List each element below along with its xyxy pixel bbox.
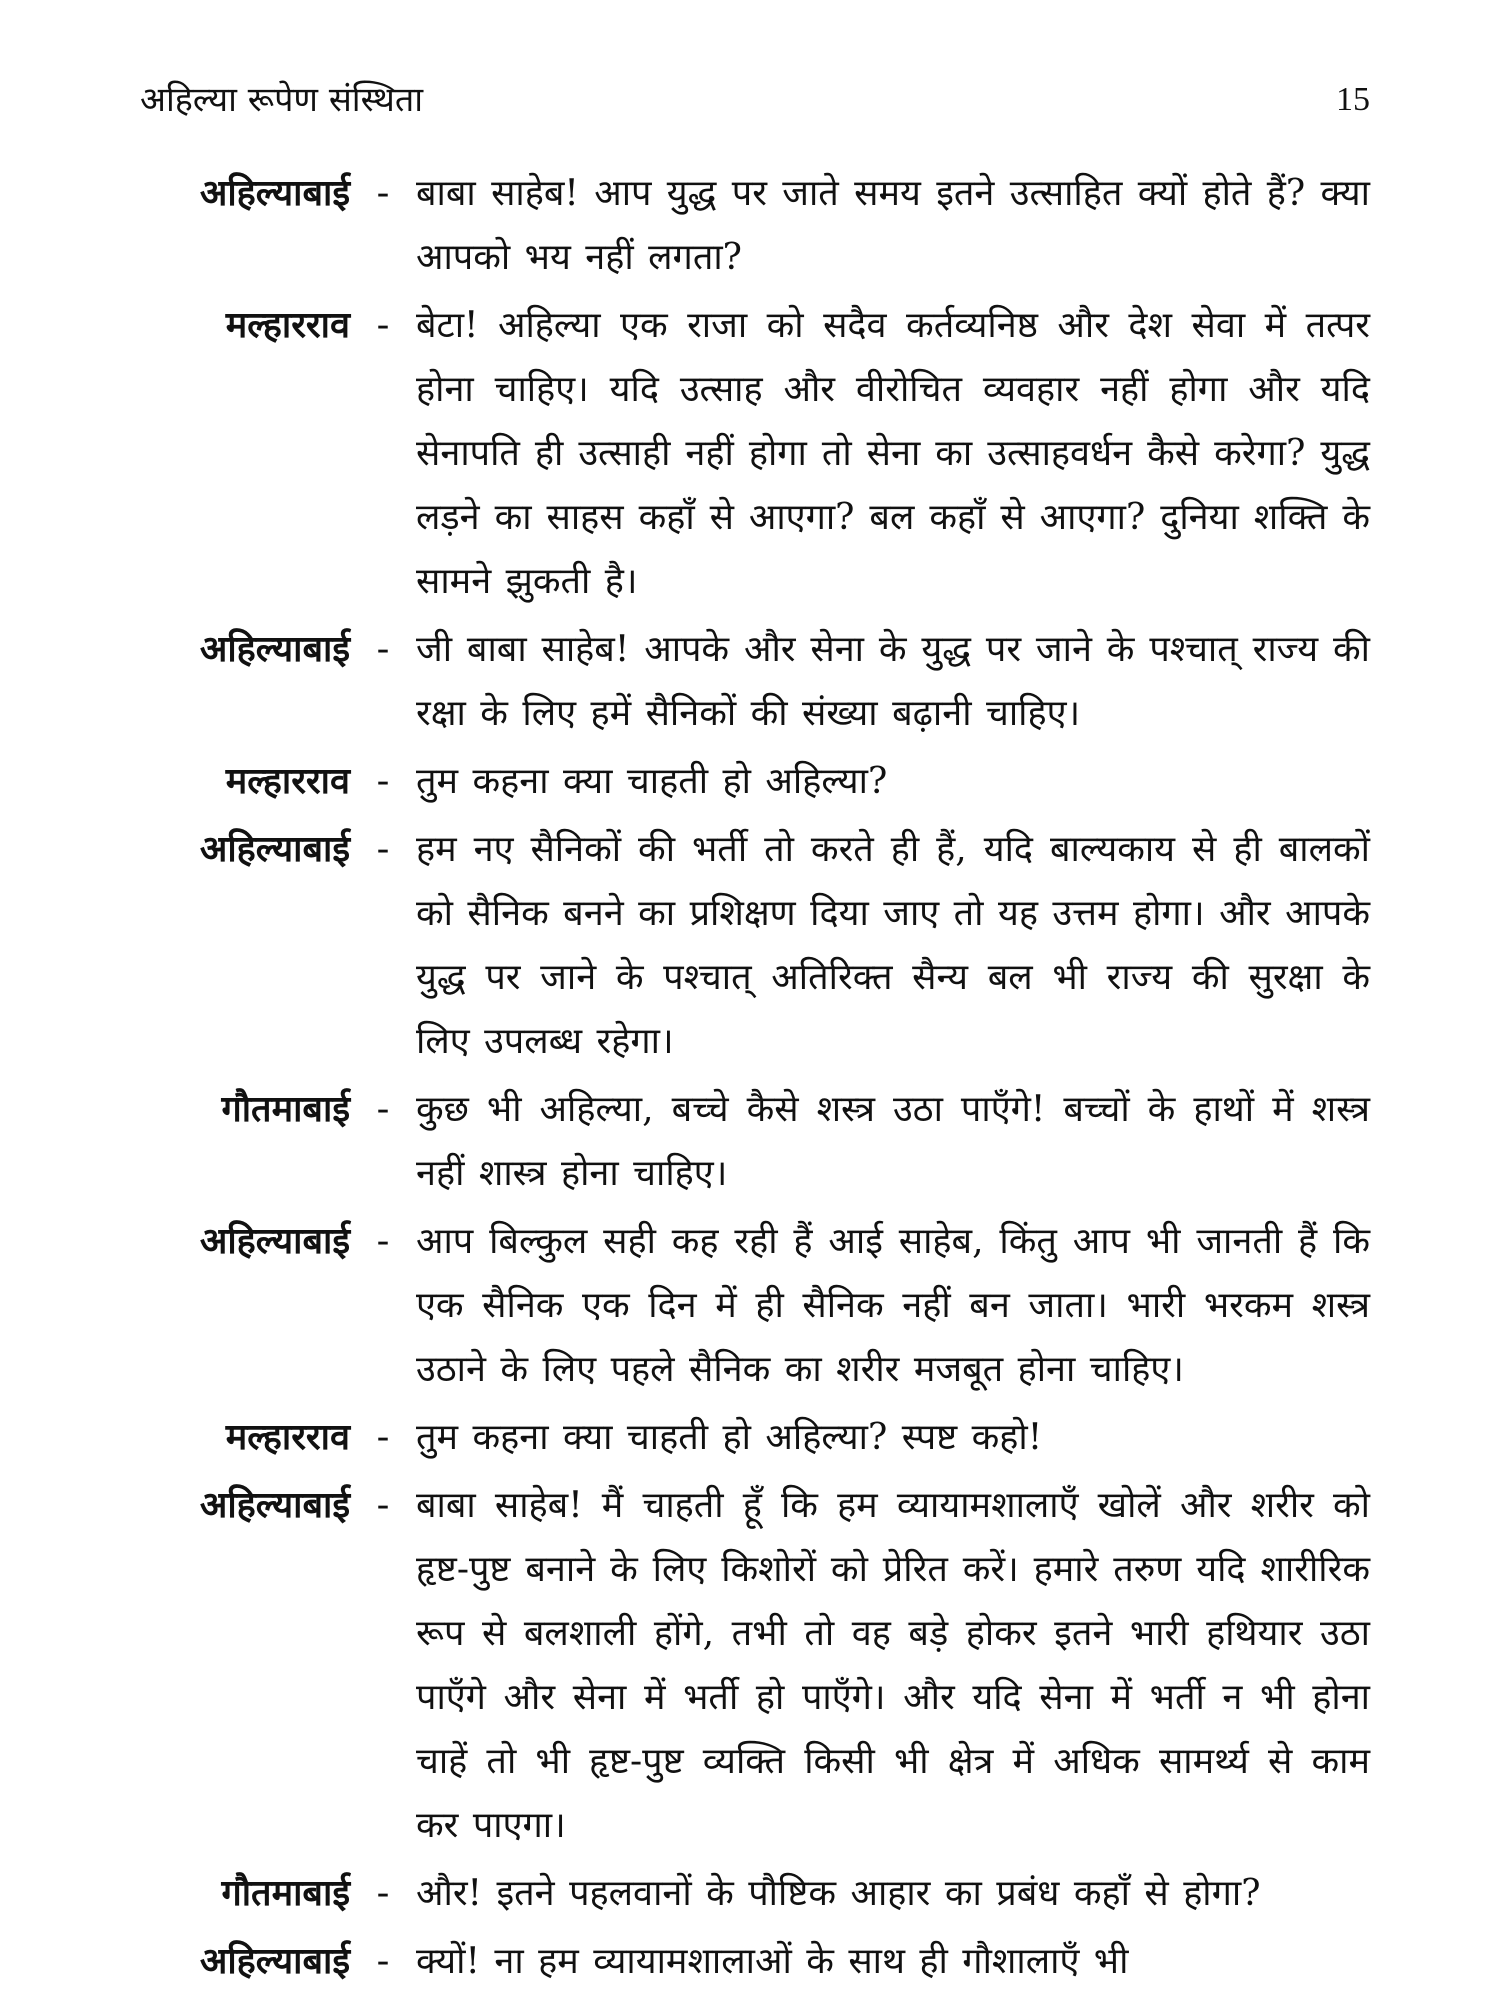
dialogue-dash: - — [376, 1941, 390, 1982]
speaker-name: अहिल्याबाई — [199, 173, 350, 214]
page-header — [140, 70, 1370, 130]
speaker-name: मल्हारराव — [225, 1417, 350, 1458]
dialogue-entry-2 — [140, 294, 1370, 614]
speaker-name: अहिल्याबाई — [199, 829, 350, 870]
speaker-name: अहिल्याबाई — [199, 1485, 350, 1526]
page-number: 15 — [1336, 81, 1370, 118]
dialogue-text: बेटा! अहिल्या एक राजा को सदैव कर्तव्यनिष्ठ और देश सेवा में तत्पर होना चाहिए। यदि उत्साह और वीरोचित व्यवहार नहीं होगा और यदि सेनापति ही उत्साही नहीं होगा तो सेना का उत्साहवर्धन कैसे करेगा? युद्ध लड़ने का साहस कहाँ से आएगा? बल कहाँ से आएगा? दुनिया शक्ति के सामने झुकती है। — [416, 305, 1370, 602]
speaker-name: अहिल्याबाई — [199, 629, 350, 670]
dialogue-text: तुम कहना क्या चाहती हो अहिल्या? — [416, 761, 888, 802]
speaker-name: अहिल्याबाई — [199, 1941, 350, 1982]
speaker-name: अहिल्याबाई — [199, 1221, 350, 1262]
dialogue-entry-10 — [140, 1862, 1370, 1926]
dialogue-block — [140, 162, 1370, 1998]
dialogue-dash: - — [376, 1221, 390, 1262]
dialogue-entry-5 — [140, 818, 1370, 1074]
dialogue-entry-9 — [140, 1474, 1370, 1858]
dialogue-entry-7 — [140, 1210, 1370, 1402]
dialogue-text: कुछ भी अहिल्या, बच्चे कैसे शस्त्र उठा पाएँगे! बच्चों के हाथों में शस्त्र नहीं शास्त्र होना चाहिए। — [416, 1089, 1370, 1194]
dialogue-entry-11 — [140, 1930, 1370, 1994]
dialogue-dash: - — [376, 1417, 390, 1458]
dialogue-dash: - — [376, 1089, 390, 1130]
dialogue-entry-8 — [140, 1406, 1370, 1470]
dialogue-entry-6 — [140, 1078, 1370, 1206]
dialogue-dash: - — [376, 1873, 390, 1914]
dialogue-dash: - — [376, 761, 390, 802]
dialogue-dash: - — [376, 305, 390, 346]
dialogue-entry-1 — [140, 162, 1370, 290]
dialogue-text: जी बाबा साहेब! आपके और सेना के युद्ध पर जाने के पश्चात् राज्य की रक्षा के लिए हमें सैनिकों की संख्या बढ़ानी चाहिए। — [416, 629, 1370, 734]
speaker-name: गौतमाबाई — [221, 1089, 350, 1130]
dialogue-dash: - — [376, 629, 390, 670]
dialogue-text: क्यों! ना हम व्यायामशालाओं के साथ ही गौशालाएँ भी — [416, 1941, 1129, 1982]
dialogue-text: बाबा साहेब! आप युद्ध पर जाते समय इतने उत्साहित क्यों होते हैं? क्या आपको भय नहीं लगता? — [416, 173, 1370, 278]
speaker-name: गौतमाबाई — [221, 1873, 350, 1914]
dialogue-text: और! इतने पहलवानों के पौष्टिक आहार का प्रबंध कहाँ से होगा? — [416, 1873, 1261, 1914]
dialogue-text: हम नए सैनिकों की भर्ती तो करते ही हैं, यदि बाल्यकाय से ही बालकों को सैनिक बनने का प्रशिक्षण दिया जाए तो यह उत्तम होगा। और आपके युद्ध पर जाने के पश्चात् अतिरिक्त सैन्य बल भी राज्य की सुरक्षा के लिए उपलब्ध रहेगा। — [416, 829, 1370, 1062]
running-title: अहिल्या रूपेण संस्थिता — [140, 80, 424, 120]
dialogue-dash: - — [376, 173, 390, 214]
speaker-name: मल्हारराव — [225, 761, 350, 802]
dialogue-text: तुम कहना क्या चाहती हो अहिल्या? स्पष्ट कहो! — [416, 1417, 1043, 1458]
speaker-name: मल्हारराव — [225, 305, 350, 346]
dialogue-text: बाबा साहेब! मैं चाहती हूँ कि हम व्यायामशालाएँ खोलें और शरीर को हृष्ट-पुष्ट बनाने के लिए किशोरों को प्रेरित करें। हमारे तरुण यदि शारीरिक रूप से बलशाली होंगे, तभी तो वह बड़े होकर इतने भारी हथियार उठा पाएँगे और सेना में भर्ती हो पाएँगे। और यदि सेना में भर्ती न भी होना चाहें तो भी हृष्ट-पुष्ट व्यक्ति किसी भी क्षेत्र में अधिक सामर्थ्य से काम कर पाएगा। — [416, 1485, 1370, 1846]
dialogue-text: आप बिल्कुल सही कह रही हैं आई साहेब, किंतु आप भी जानती हैं कि एक सैनिक एक दिन में ही सैनिक नहीं बन जाता। भारी भरकम शस्त्र उठाने के लिए पहले सैनिक का शरीर मजबूत होना चाहिए। — [416, 1221, 1370, 1390]
dialogue-entry-4 — [140, 750, 1370, 814]
dialogue-entry-3 — [140, 618, 1370, 746]
dialogue-dash: - — [376, 1485, 390, 1526]
dialogue-dash: - — [376, 829, 390, 870]
